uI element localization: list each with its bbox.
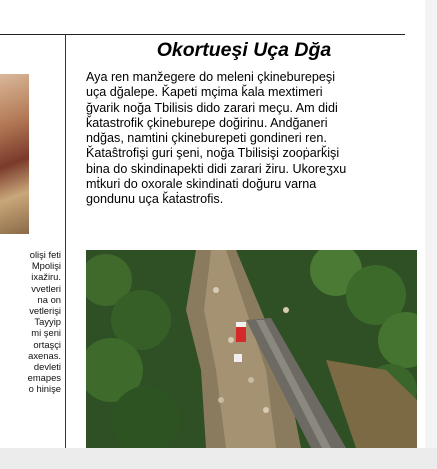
flood-aerial-photo [86, 250, 417, 448]
left-text-line: Mpolişi [31, 260, 61, 272]
left-text-line: vetlerişi [29, 305, 61, 317]
page-edge-right [425, 0, 437, 469]
article-line: mṫkuri do oxorale skindinati doğuru varna [86, 177, 317, 192]
left-text-line: o hinişe [28, 383, 61, 395]
article-line: ğvarik noğa Tbilisis dido zarari meçu. Am didi [86, 100, 338, 115]
left-text-line: ixažiru. [31, 271, 61, 283]
article-line: Aya ren manžegere do meleni çkineburepeşi [86, 70, 335, 84]
top-divider [0, 34, 405, 35]
article-body [86, 70, 406, 208]
article-line: uça dğalepe. Ǩapeti mçima ǩala mextimeri [86, 85, 323, 100]
page-edge-bottom [0, 448, 437, 469]
left-text-line: axenas. [28, 349, 61, 361]
left-column-image [0, 74, 29, 234]
article-line: gondunu uça ǩaṫastrofis. [86, 192, 224, 207]
left-column-text [0, 249, 61, 448]
left-text-line: olişi feti [29, 249, 61, 260]
left-text-line: devleti [33, 361, 61, 373]
left-text-line: mi şeni [31, 327, 61, 339]
left-text-line: emapes [27, 372, 61, 384]
article-line: Ǩataŝtrofişi guri şeni, noğa Tbilisişi zooṗarǩişi [86, 146, 340, 161]
left-text-line: vvetleri [31, 282, 61, 294]
left-text-line: na on [37, 293, 61, 305]
article-line: bina do skindinapekti didi zarari žiru. Ukoreʒxu [86, 161, 347, 176]
aerial-flood-photo-icon [86, 250, 417, 448]
column-divider [65, 34, 66, 448]
left-text-line: Tayyip [34, 316, 61, 328]
article-title: Okortueşi Uça Dğa [156, 39, 332, 61]
article-line: ndğas, namtini çkineburepeti gondineri ren. [86, 131, 327, 146]
article-line: ǩatastrofik çkineburepe doğirinu. Andğaneri [86, 115, 328, 130]
left-text-line: ortaşçi [33, 338, 61, 350]
